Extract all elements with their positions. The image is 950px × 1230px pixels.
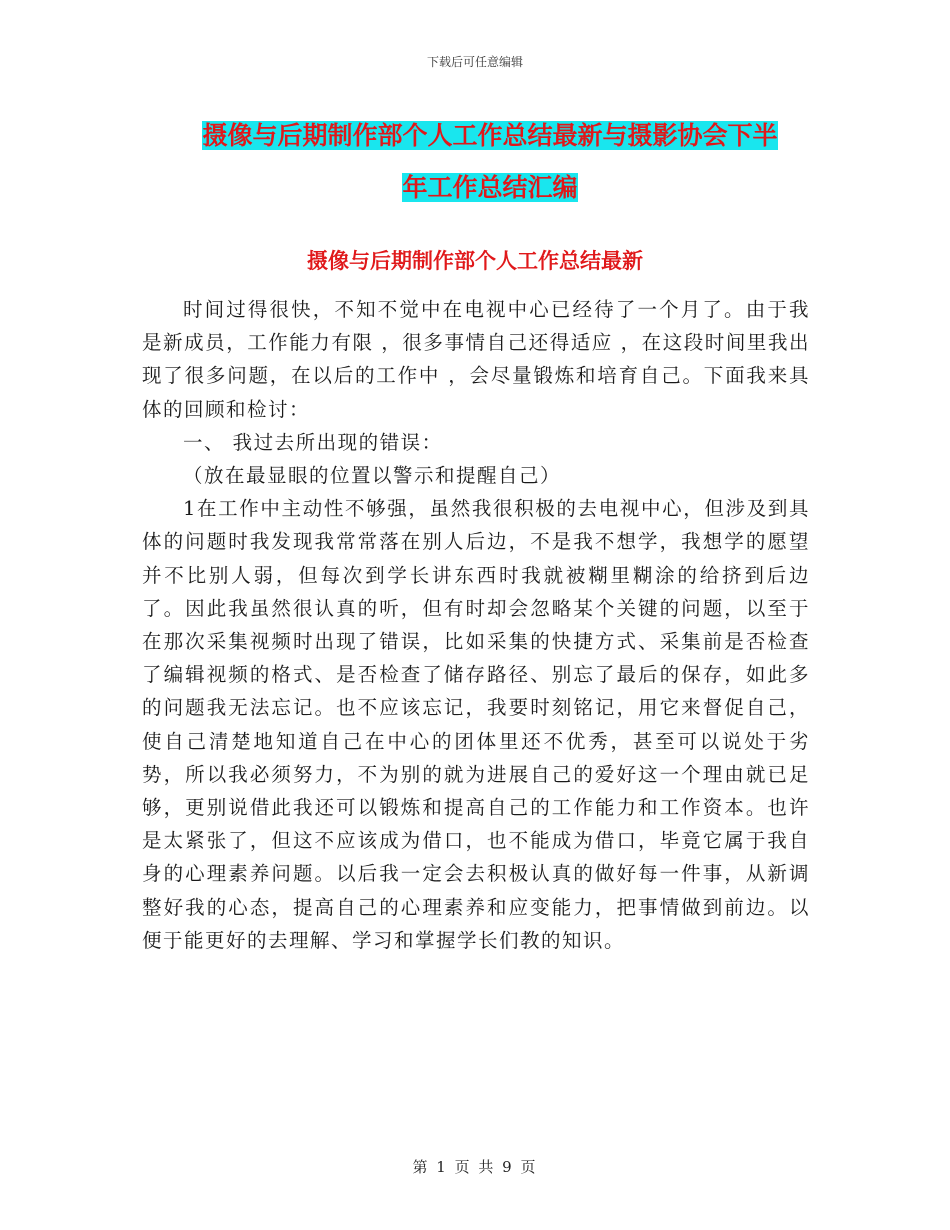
page-number: 第 1 页 共 9 页	[412, 1158, 538, 1176]
body-paragraph: 1在工作中主动性不够强，虽然我很积极的去电视中心，但涉及到具体的问题时我发现我常常落在别人后边，不是我不想学，我想学的愿望并不比别人弱，但每次到学长讲东西时我就被糊里糊涂的给挤到后边了。因此我虽然很认真的听，但有时却会忽略某个关键的问题，以至于在那次采集视频时出现了错误，比如采集的快捷方式、采集前是否检查了编辑视频的格式、是否检查了储存路径、别忘了最后的保存，如此多的问题我无法忘记。也不应该忘记，我要时刻铭记，用它来督促自己，使自己清楚地知道自己在中心的团体里还不优秀，甚至可以说处于劣势，所以我必须努力，不为别的就为进展自己的爱好这一个理由就已足够，更别说借此我还可以锻炼和提高自己的工作能力和工作资本。也许是太紧张了，但这不应该成为借口，也不能成为借口，毕竟它属于我自身的心理素养问题。以后我一定会去积极认真的做好每一件事，从新调整好我的心态，提高自己的心理素养和应变能力，把事情做到前边。以便于能更好的去理解、学习和掌握学长们教的知识。	[142, 497, 810, 952]
document-body	[142, 293, 810, 957]
document-title-line-2: 年工作总结汇编	[402, 173, 578, 202]
header-note: 下载后可任意编辑	[426, 55, 523, 69]
document-title	[140, 110, 840, 214]
body-paragraph: 一、 我过去所出现的错误：	[182, 430, 443, 454]
body-paragraph: 时间过得很快，不知不觉中在电视中心已经待了一个月了。由于我是新成员，工作能力有限 ，很多事情自己还得适应 ，在这段时间里我出现了很多问题，在以后的工作中 ，会尽量锻炼和培育自己。下面我来具体的回顾和检讨：	[142, 298, 810, 421]
section-title: 摄像与后期制作部个人工作总结最新	[307, 249, 643, 273]
document-title-line-1: 摄像与后期制作部个人工作总结最新与摄影协会下半	[202, 121, 778, 150]
body-paragraph: （放在最显眼的位置以警示和提醒自己）	[182, 464, 561, 488]
